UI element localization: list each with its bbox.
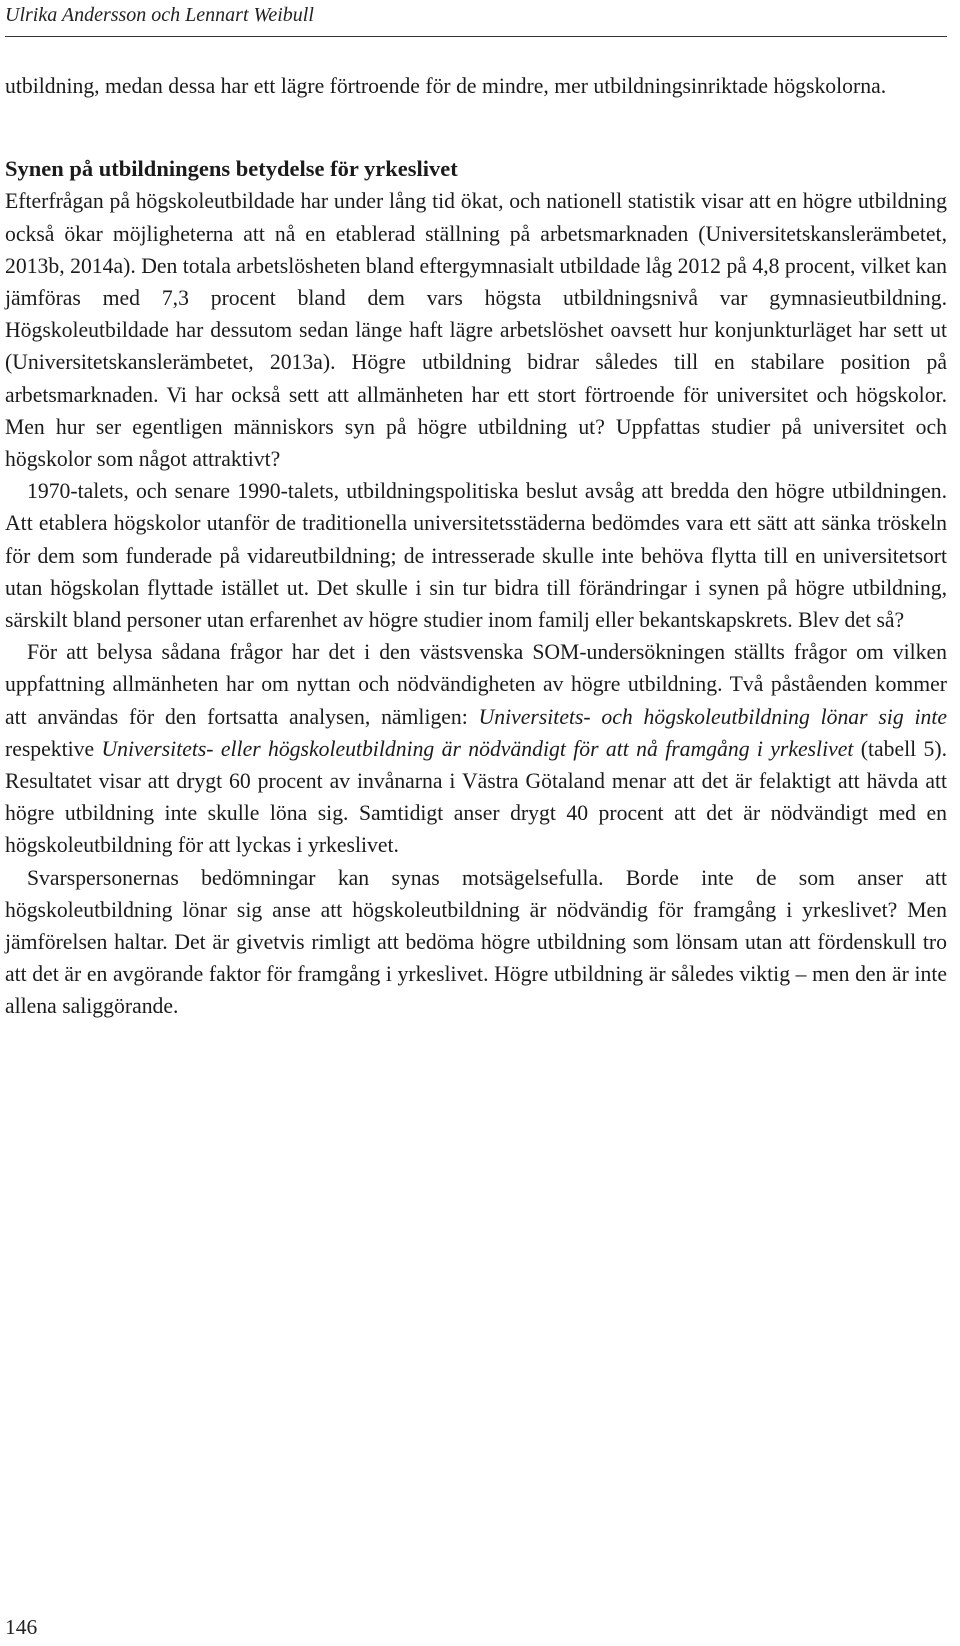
section-heading: Synen på utbildningens betydelse för yrkeslivet [5,156,458,182]
paragraph-2: 1970-talets, och senare 1990-talets, utbildningspolitiska beslut avsåg att bredda den högre utbildningen. Att etablera högskolor utanför de traditionella universitetsstäderna bedömdes vara ett sätt att sänka tröskeln för dem som funderade på vidareutbildning; de intresserade skulle inte behöva flytta till en universitetsort utan högskolan flyttade istället ut. Det skulle i sin tur bidra till förändringar i synen på högre utbildning, särskilt bland personer utan erfarenhet av högre studier inom familj eller bekantskapskrets. Blev det så? [5,479,947,633]
paragraph-4: Svarspersonernas bedömningar kan synas motsägelsefulla. Borde inte de som anser att högskoleutbildning lönar sig anse att högskoleutbildning är nödvändig för framgång i yrkeslivet? Men jämförelsen haltar. Det är givetvis rimligt att bedöma högre utbildning som lönsam utan att fördenskull tro att det är en avgörande faktor för framgång i yrkeslivet. Högre utbildning är således viktig – men den är inte allena saliggörande. [5,865,947,1019]
header-rule [5,36,947,37]
paragraph-1: Efterfrågan på högskoleutbildade har under lång tid ökat, och nationell statistik visar att en högre utbildning också ökar möjligheterna att nå en etablerad ställning på arbetsmarknaden (Universitetskanslerämbetet, 2013b, 2014a). Den totala arbetslösheten bland eftergymnasialt utbildade låg 2012 på 4,8 procent, vilket kan jämföras med 7,3 procent bland dem vars högsta utbildningsnivå var gymnasieutbildning. Högskoleutbildade har dessutom sedan länge haft lägre arbetslöshet oavsett hur konjunkturläget har sett ut (Universitetskanslerämbetet, 2013a). Högre utbildning bidrar således till en stabilare position på arbetsmarknaden. Vi har också sett att allmänheten har ett stort förtroende för universitet och högskolor. Men hur ser egentligen människors syn på högre utbildning ut? Uppfattas studier på universitet och högskolor som något attraktivt? [5,189,947,472]
paragraph-3-text-c: (tabell 5). Resultatet visar att drygt 60 procent av invånarna i Västra Götaland menar att det är felaktigt att hävda att högre utbildning inte skulle löna sig. Samtidigt anser drygt 40 procent att det är nödvändigt med en högskoleutbildning för att lyckas i yrkeslivet. [5,736,948,858]
page-number: 146 [5,1615,38,1639]
document-page [5,0,953,1646]
body-text [5,70,947,1023]
paragraph-3 [5,636,947,861]
intro-paragraph: utbildning, medan dessa har ett lägre förtroende för de mindre, mer utbildningsinriktade högskolorna. [5,74,887,98]
statement-2: Universitets- eller högskoleutbildning är nödvändigt för att nå framgång i yrkeslivet [101,736,854,761]
paragraph-3-text-b: respektive [5,736,102,761]
statement-1: Universitets- och högskoleutbildning lönar sig inte [478,704,947,729]
paragraph-3-text-a: För att belysa sådana frågor har det i den västsvenska SOM-undersökningen ställts frågor om vilken uppfattning allmänheten har om nyttan och nödvändigheten av högre utbildning. Två påståenden kommer att användas för den fortsatta analysen, nämligen: [5,640,947,729]
running-header: Ulrika Andersson och Lennart Weibull [5,4,314,26]
